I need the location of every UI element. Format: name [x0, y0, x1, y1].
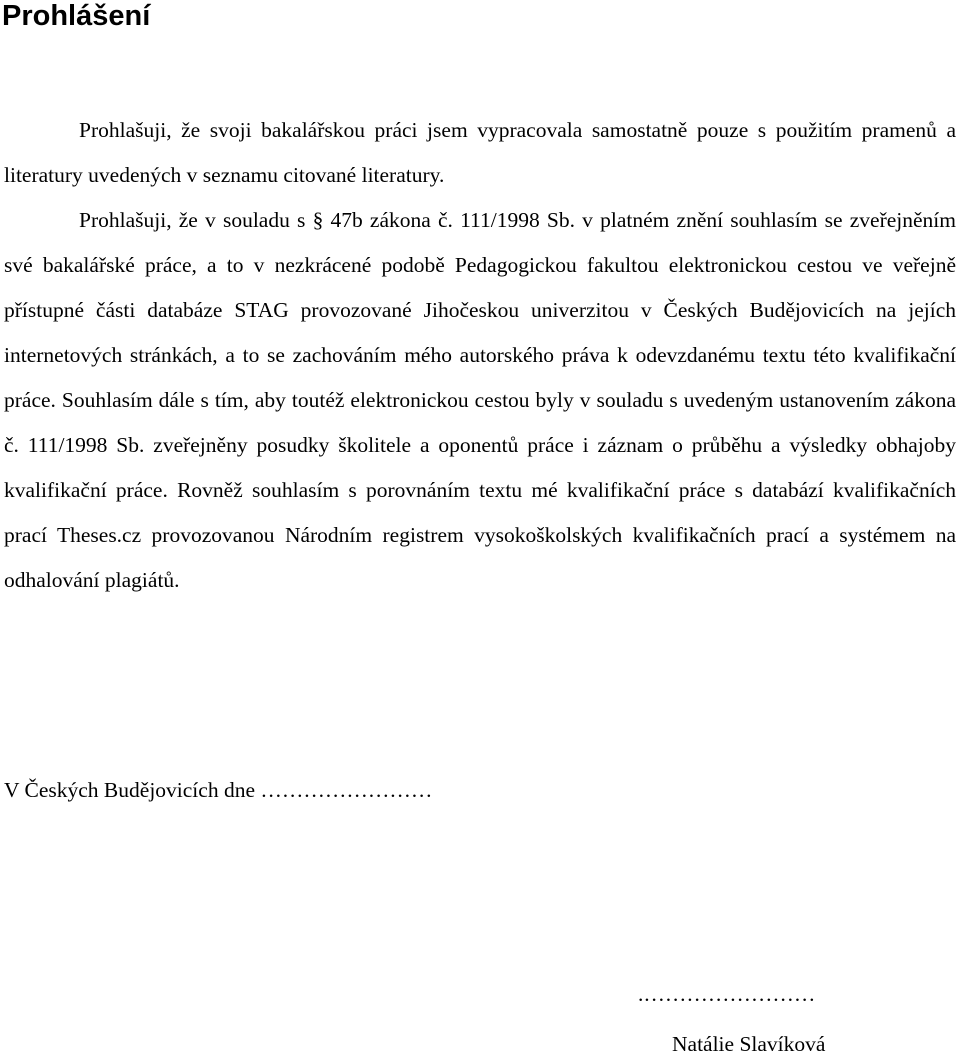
declaration-paragraph-publication-consent: Prohlašuji, že v souladu s § 47b zákona č. 111/1998 Sb. v platném znění souhlasím se zveřejněním své bakalářské práce, a to v nezkrácené podobě Pedagogickou fakultou elektronickou cestou ve veřejně přístupné části databáze STAG provozované Jihočeskou univerzitou v Českých Budějovicích na jejích internetových stránkách, a to se zachováním mého autorského práva k odevzdanému textu této kvalifikační práce. Souhlasím dále s tím, aby toutéž elektronickou cestou byly v souladu s uvedeným ustanovením zákona č. 111/1998 Sb. zveřejněny posudky školitele a oponentů práce i záznam o průběhu a výsledky obhajoby kvalifikační práce. Rovněž souhlasím s porovnáním textu mé kvalifikační práce s databází kvalifikačních prací Theses.cz provozovanou Národním registrem vysokoškolských kvalifikačních prací a systémem na odhalování plagiátů.: [4, 208, 956, 592]
signature-name: Natálie Slavíková: [672, 1032, 826, 1056]
place-and-date-line: V Českých Budějovicích dne ……………………: [4, 778, 433, 802]
page-title: Prohlášení: [2, 0, 151, 32]
signature-line: .……………………: [638, 982, 816, 1006]
declaration-paragraph-authorship: Prohlašuji, že svoji bakalářskou práci jsem vypracovala samostatně pouze s použitím pramenů a literatury uvedených v seznamu citované literatury.: [4, 118, 956, 187]
